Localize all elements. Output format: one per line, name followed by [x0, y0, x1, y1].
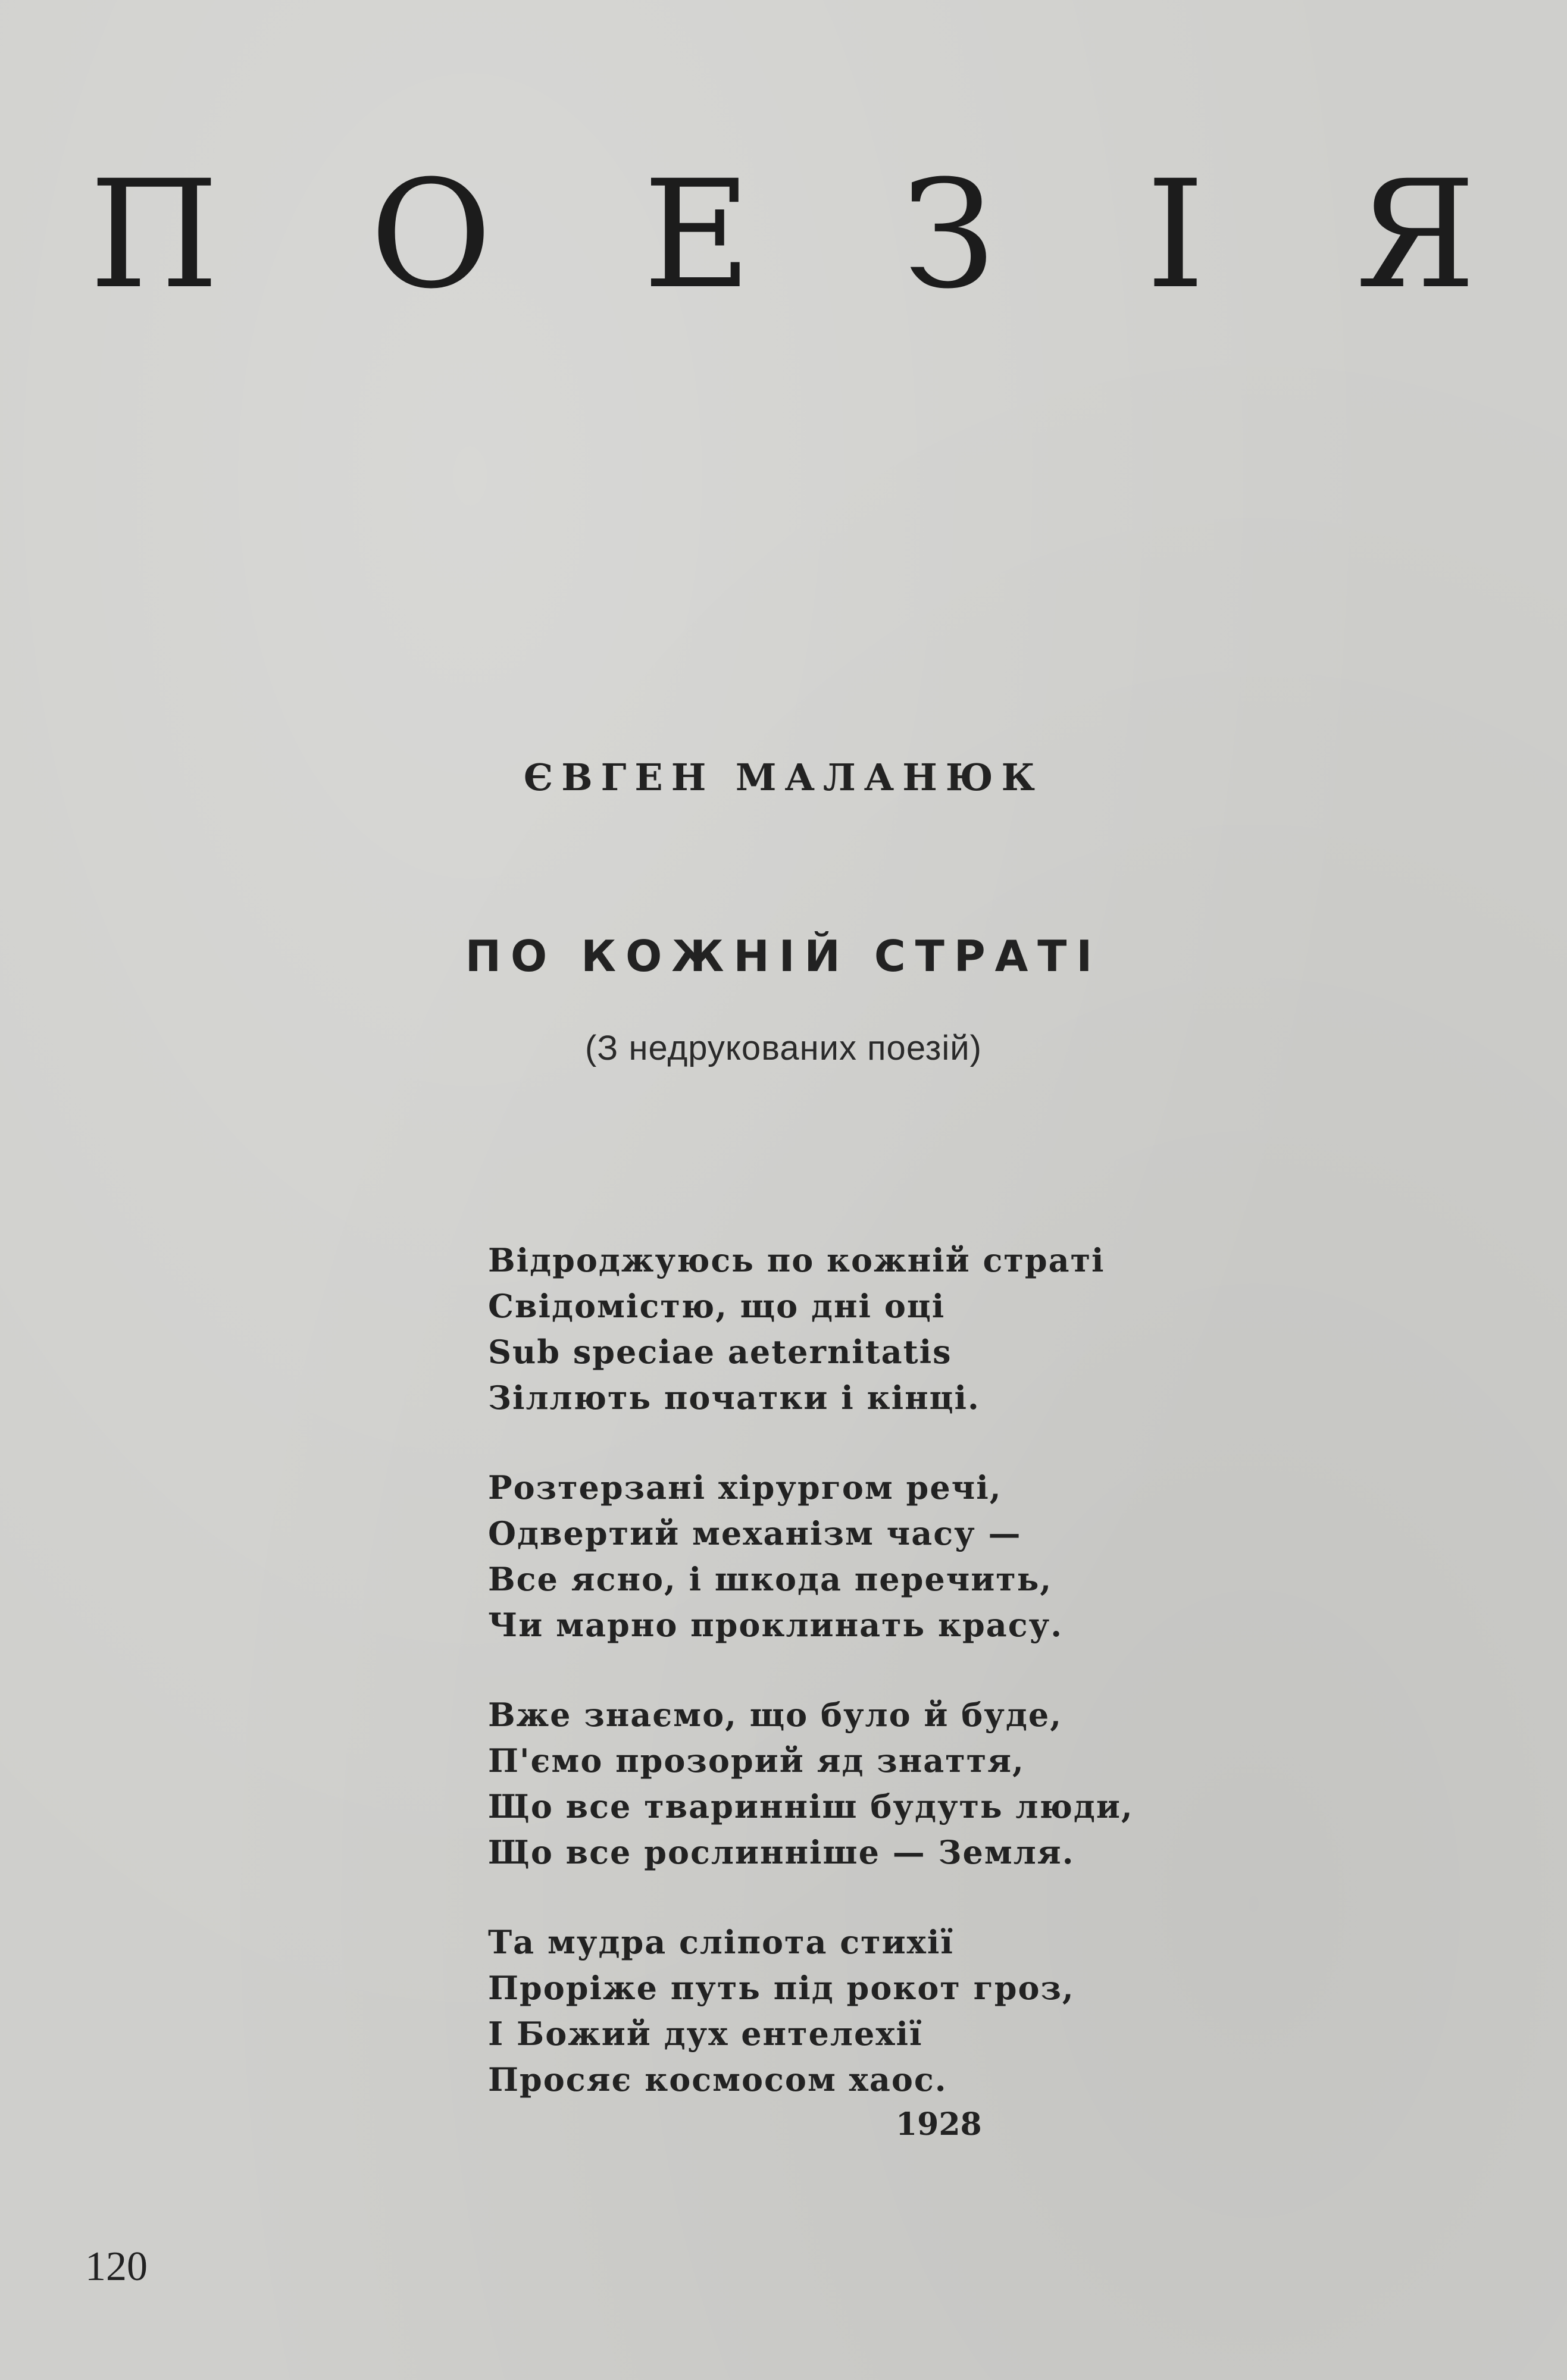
section-heading-letter: Я [1356, 148, 1476, 321]
author-name: ЄВГЕН МАЛАНЮК [523, 756, 1044, 799]
poem-subtitle: (З недрукованих поезій) [584, 1029, 982, 1067]
section-heading-letter: П [89, 148, 220, 321]
stanza [488, 1692, 1321, 1875]
section-heading-letter: І [1146, 148, 1205, 321]
poem-line: Вже знаємо, що було й буде, [488, 1696, 1063, 1734]
poem-line: П'ємо прозорий яд знаття, [488, 1742, 1025, 1780]
poem-line: Свідомістю, що дні оці [488, 1287, 946, 1325]
poem-line: Та мудра сліпота стихії [488, 1923, 954, 1961]
poem-line: І Божий дух ентелехії [488, 2015, 923, 2053]
stanza [488, 1238, 1321, 1421]
poem-body [488, 1238, 1321, 2147]
poem-line: Що все рослинніше — Земля. [488, 1833, 1075, 1871]
poem-title: ПО КОЖНІЙ СТРАТІ [465, 931, 1102, 981]
poem-line: Відроджуюсь по кожній страті [488, 1241, 1105, 1279]
poem-year: 1928 [896, 2106, 982, 2143]
section-heading-letter: О [370, 148, 492, 321]
stanza [488, 1465, 1321, 1648]
stanza [488, 1919, 1321, 2103]
poem-line: Одвертий механізм часу — [488, 1514, 1022, 1552]
poem-line: Розтерзані хірургом речі, [488, 1468, 1002, 1507]
section-heading-letter: Е [643, 148, 752, 321]
poem-line: Все ясно, і шкода перечить, [488, 1560, 1053, 1598]
section-heading [89, 148, 1476, 321]
section-heading-letter: З [902, 148, 996, 321]
poem-line: Проріже путь під рокот гроз, [488, 1969, 1075, 2007]
poem-line: Що все тваринніш будуть люди, [488, 1787, 1134, 1825]
page-number: 120 [85, 2244, 148, 2290]
poem-line: Зіллють початки і кінці. [488, 1379, 980, 1417]
poem-line: Чи марно проклинать красу. [488, 1606, 1063, 1644]
poem-line: Sub speciae aeternitatis [488, 1333, 952, 1371]
poem-line: Просяє космосом хаос. [488, 2060, 947, 2099]
